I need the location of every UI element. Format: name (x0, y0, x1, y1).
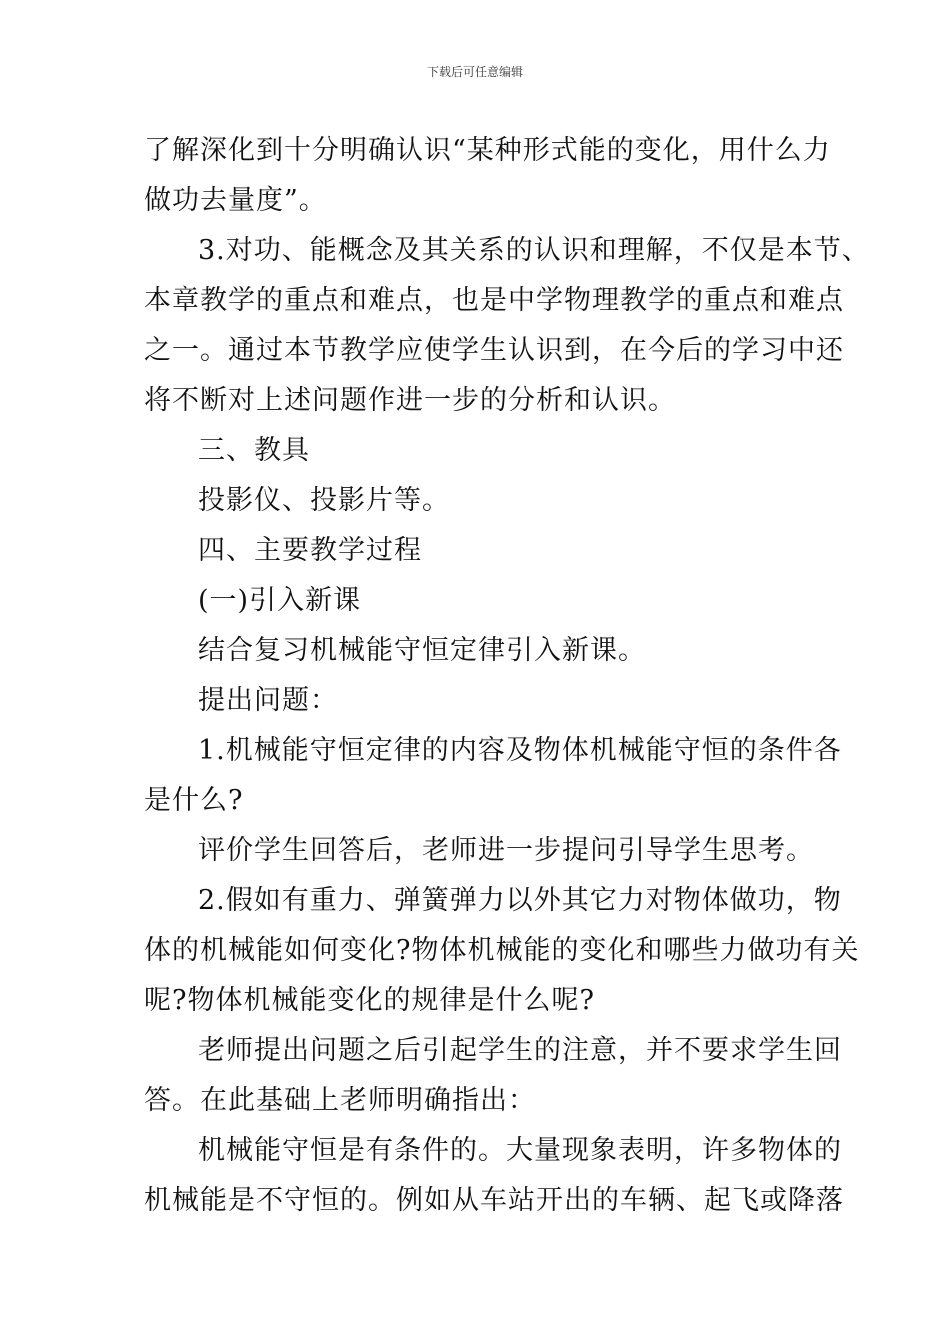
text-line: 本章教学的重点和难点，也是中学物理教学的重点和难点 (144, 285, 844, 316)
text-line: 了解深化到十分明确认识“某种形式能的变化，用什么力 (144, 135, 831, 166)
text-line: 提出问题： (198, 685, 338, 716)
section-heading: 四、主要教学过程 (198, 535, 422, 566)
text-line: 体的机械能如何变化?物体机械能的变化和哪些力做功有关 (144, 935, 860, 966)
text-line: 老师提出问题之后引起学生的注意，并不要求学生回 (198, 1035, 842, 1066)
text-line: 评价学生回答后，老师进一步提问引导学生思考。 (198, 835, 814, 866)
text-line: 结合复习机械能守恒定律引入新课。 (198, 635, 646, 666)
text-line: 是什么? (144, 785, 244, 816)
text-line: 将不断对上述问题作进一步的分析和认识。 (144, 385, 676, 416)
text-line: 2.假如有重力、弹簧弹力以外其它力对物体做功，物 (198, 885, 842, 916)
section-heading: 三、教具 (198, 435, 310, 466)
text-line: 机械能是不守恒的。例如从车站开出的车辆、起飞或降落 (144, 1185, 844, 1216)
text-line: 投影仪、投影片等。 (198, 485, 450, 516)
text-line: 3.对功、能概念及其关系的认识和理解，不仅是本节、 (198, 235, 870, 266)
text-line: 答。在此基础上老师明确指出： (144, 1085, 536, 1116)
document-body (144, 126, 870, 1226)
subsection-heading: (一)引入新课 (198, 585, 362, 616)
text-line: 机械能守恒是有条件的。大量现象表明，许多物体的 (198, 1135, 842, 1166)
page-header: 下载后可任意编辑 (426, 65, 523, 79)
text-line: 做功去量度”。 (144, 185, 327, 216)
text-line: 1.机械能守恒定律的内容及物体机械能守恒的条件各 (198, 735, 842, 766)
text-line: 呢?物体机械能变化的规律是什么呢? (144, 985, 595, 1016)
text-line: 之一。通过本节教学应使学生认识到，在今后的学习中还 (144, 335, 844, 366)
